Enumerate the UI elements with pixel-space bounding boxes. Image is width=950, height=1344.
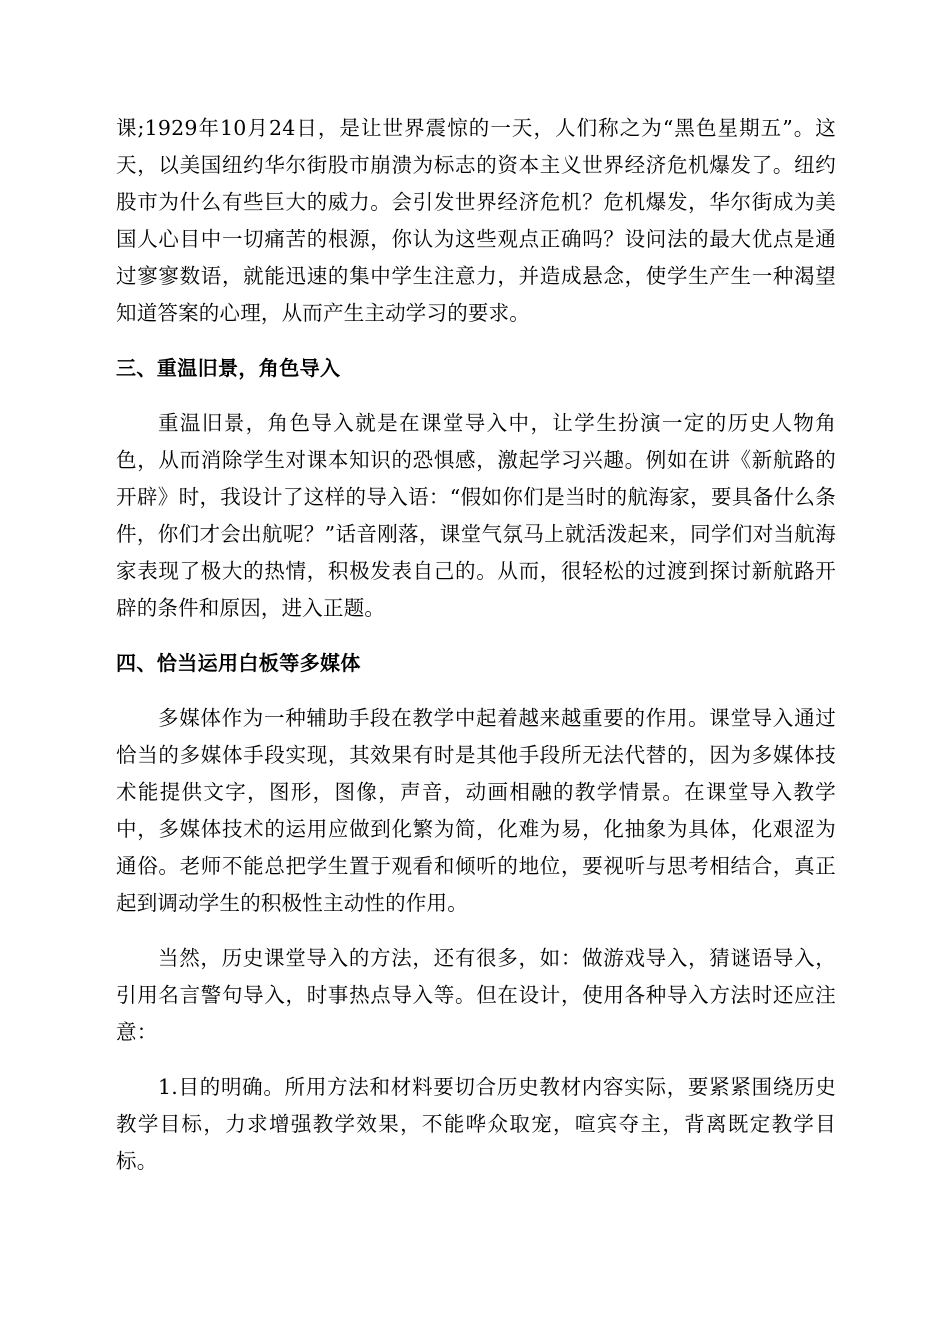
paragraph-multimedia: 多媒体作为一种辅助手段在教学中起着越来越重要的作用。课堂导入通过恰当的多媒体手段实现，其效果有时是其他手段所无法代替的，因为多媒体技术能提供文字，图形，图像，声音，动画相融的教学情景。在课堂导入教学中，多媒体技术的运用应做到化繁为简，化难为易，化抽象为具体，化艰涩为通俗。老师不能总把学生置于观看和倾听的地位，要视听与思考相结合，真正起到调动学生的积极性主动性的作用。: [116, 706, 836, 915]
document-body: [116, 110, 836, 1180]
section-heading-multimedia: 四、恰当运用白板等多媒体: [116, 651, 361, 675]
paragraph-other-methods: 当然，历史课堂导入的方法，还有很多，如：做游戏导入，猜谜语导入，引用名言警句导入，时事热点导入等。但在设计，使用各种导入方法时还应注意：: [116, 946, 836, 1044]
paragraph-questioning-method: 课;1929年10月24日，是让世界震惊的一天，人们称之为“黑色星期五”。这天，以美国纽约华尔街股市崩溃为标志的资本主义世界经济危机爆发了。纽约股市为什么有些巨大的威力。会引发世界经济危机？危机爆发，华尔街成为美国人心目中一切痛苦的根源，你认为这些观点正确吗？设问法的最大优点是通过寥寥数语，就能迅速的集中学生注意力，并造成悬念，使学生产生一种渴望知道答案的心理，从而产生主动学习的要求。: [116, 116, 836, 325]
paragraph-point-1: 1.目的明确。所用方法和材料要切合历史教材内容实际，要紧紧围绕历史教学目标，力求增强教学效果，不能哗众取宠，喧宾夺主，背离既定教学目标。: [116, 1075, 836, 1173]
paragraph-role-play: 重温旧景，角色导入就是在课堂导入中，让学生扮演一定的历史人物角色，从而消除学生对课本知识的恐惧感，激起学习兴趣。例如在讲《新航路的开辟》时，我设计了这样的导入语：“假如你们是当时的航海家，要具备什么条件，你们才会出航呢？”话音刚落，课堂气氛马上就活泼起来，同学们对当航海家表现了极大的热情，积极发表自己的。从而，很轻松的过渡到探讨新航路开辟的条件和原因，进入正题。: [116, 411, 836, 620]
section-heading-role-play: 三、重温旧景，角色导入: [116, 356, 341, 380]
